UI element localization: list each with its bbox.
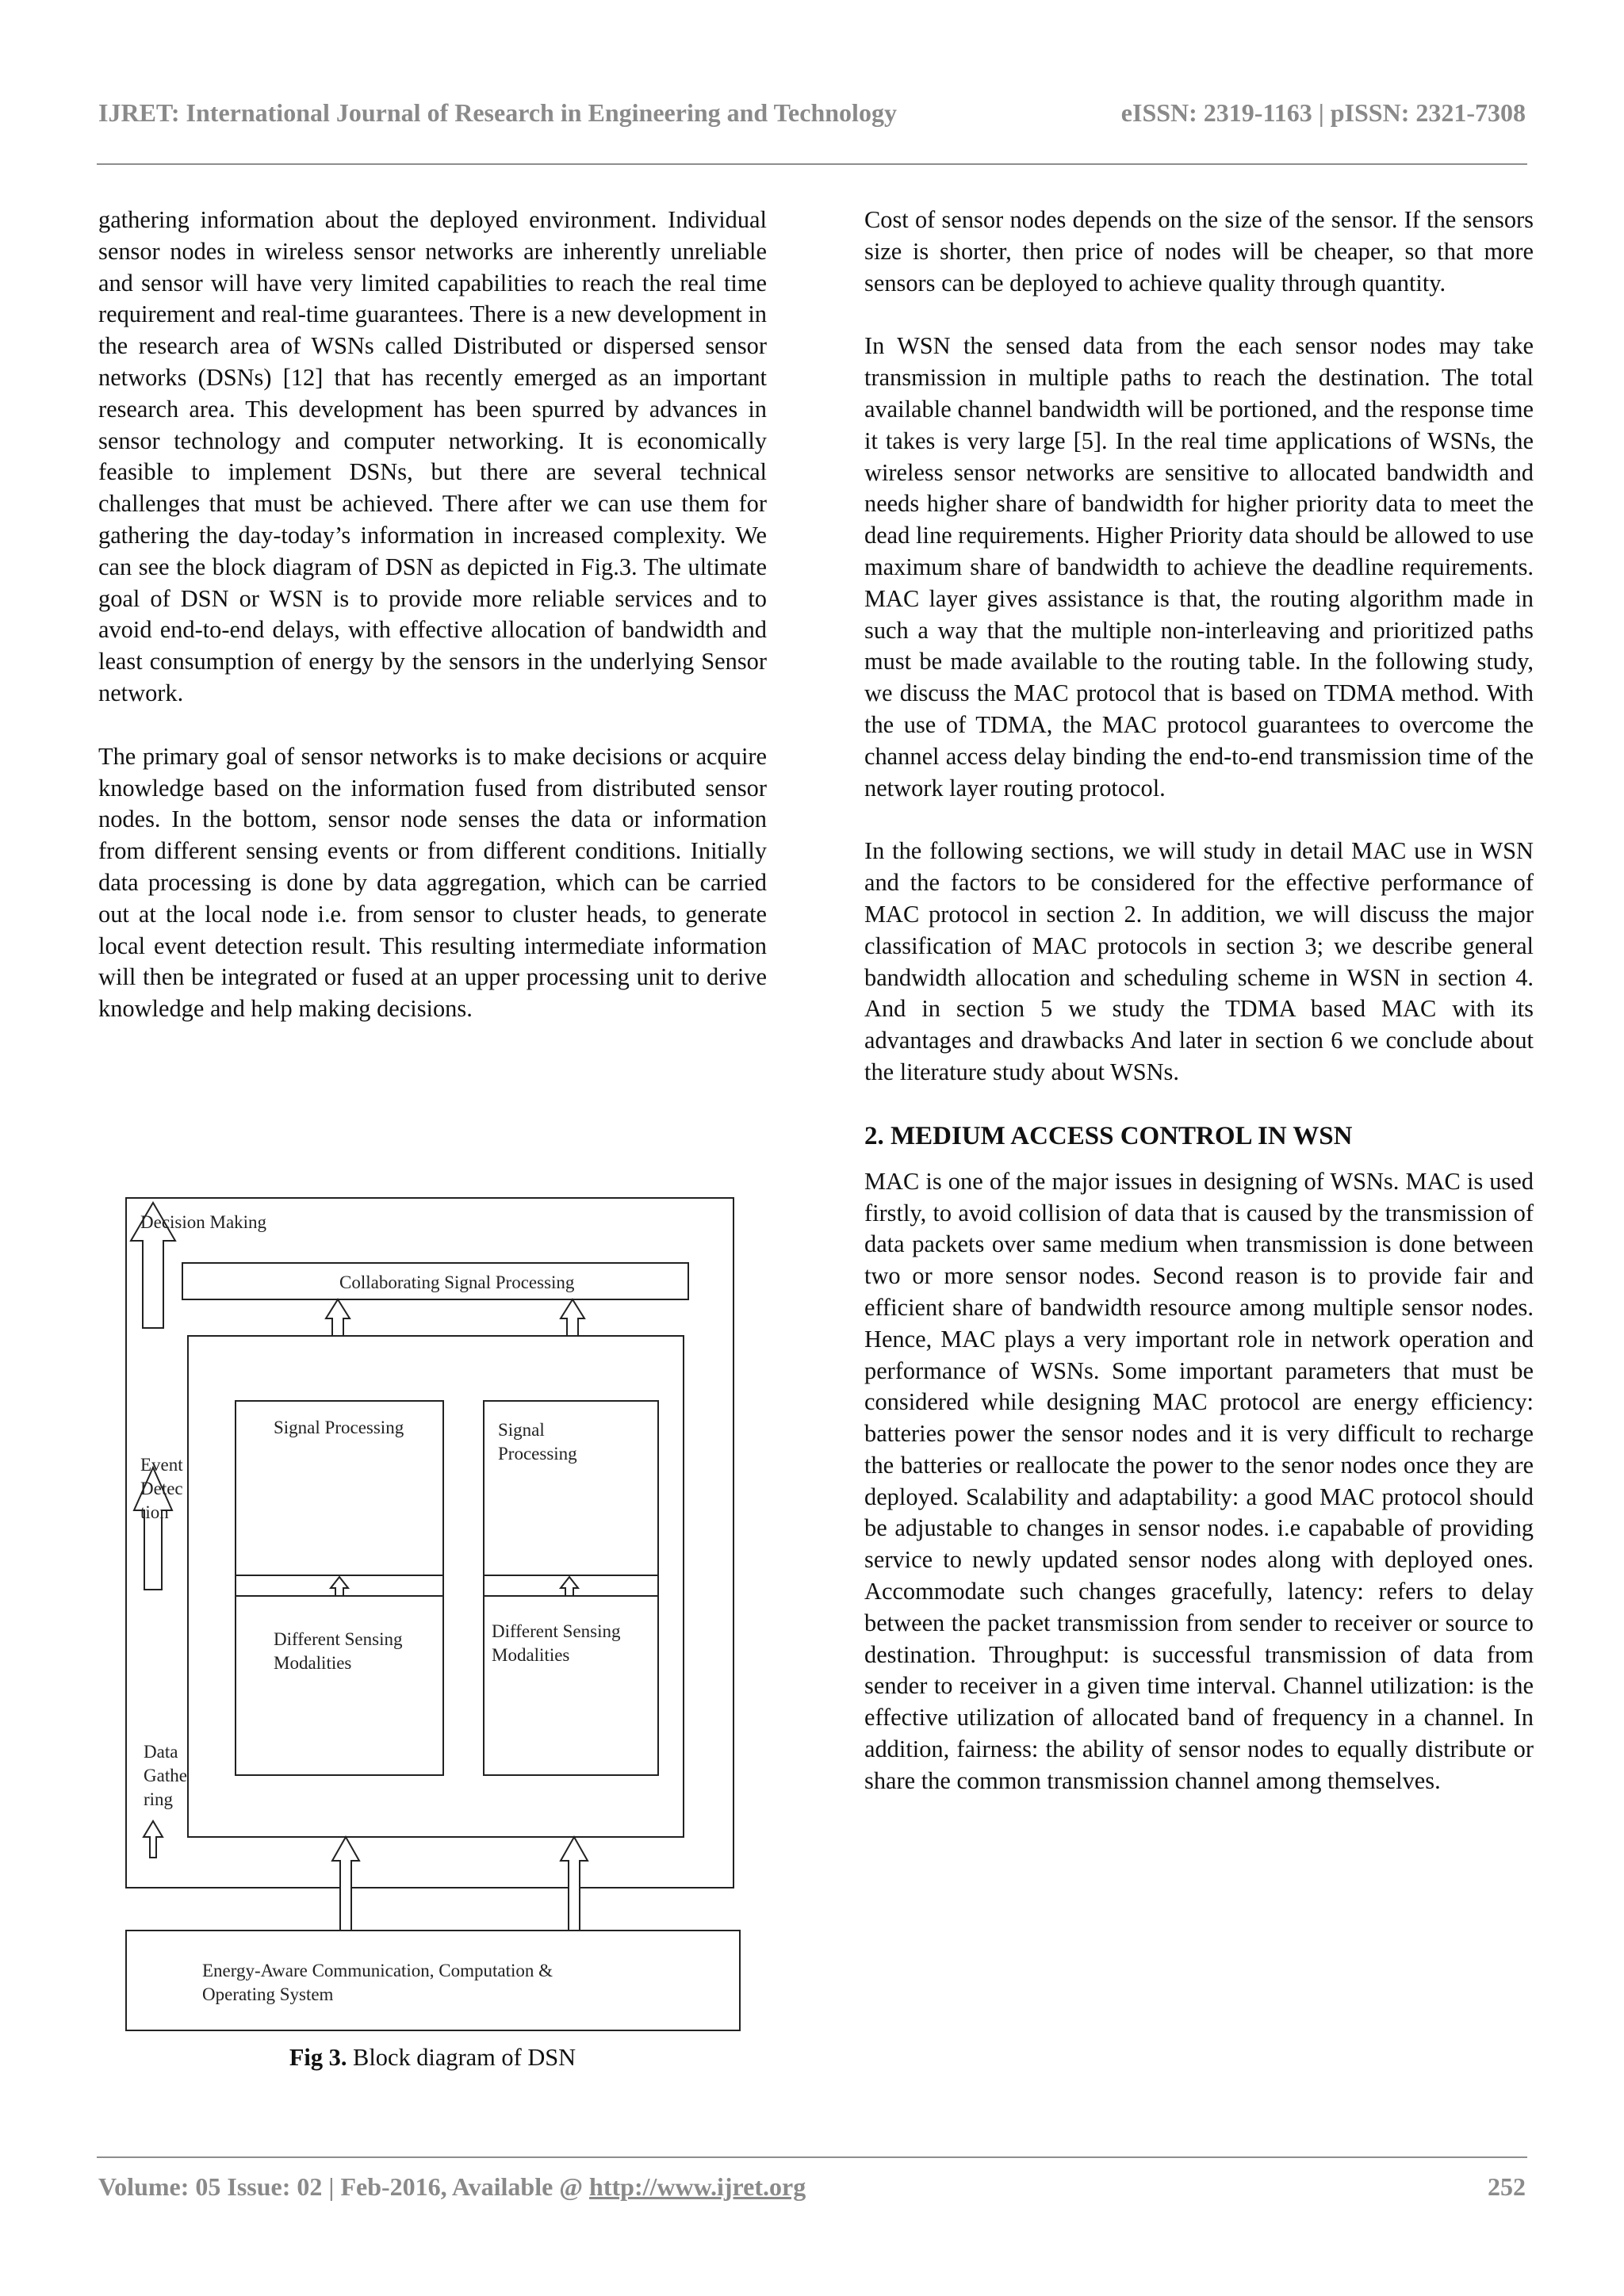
left-column <box>98 205 767 1057</box>
section-heading: 2. MEDIUM ACCESS CONTROL IN WSN <box>864 1121 1353 1150</box>
label-signal-right-1: Signal <box>498 1420 545 1440</box>
body-paragraph: In WSN the sensed data from the each sensor nodes may take transmission in multiple paths to reach the destination. The total available channel bandwidth will be portioned, and the response time it takes is very large [5]. In the real time applications of WSNs, the wireless sensor networks are sensitive to allocated bandwidth and needs higher share of bandwidth for higher priority data to meet the dead line requirements. Higher Priority data should be allowed to use maximum share of bandwidth to achieve the deadline requirements. MAC layer gives assistance is that, the routing algorithm made in such a way that the multiple non-interleaving and prioritized paths must be made available to the routing table. In the following study, we discuss the MAC protocol that is based on TDMA method. With the use of TDMA, the MAC protocol guarantees to overcome the channel access delay binding the end-to-end transmission time of the network layer routing protocol. <box>864 332 1534 802</box>
up-arrow <box>561 1299 584 1336</box>
dsn-block-diagram <box>123 1193 741 2034</box>
label-sensing-right-1: Different Sensing <box>492 1621 621 1641</box>
label-data-2: Gathe <box>144 1766 187 1785</box>
body-paragraph: In the following sections, we will study in detail MAC use in WSN and the factors to be considered for the effective performance of MAC protocol in section 2. In addition, we will discuss the major classification of MAC protocols in section 3; we describe general bandwidth allocation and scheduling scheme in WSN in section 4. And in section 5 we study the TDMA based MAC with its advantages and drawbacks And later in section 6 we conclude about the literature study about WSNs. <box>864 837 1534 1085</box>
label-decision: Decision Making <box>140 1212 267 1232</box>
energy-up-arrow <box>561 1837 588 1931</box>
energy-up-arrow <box>332 1837 359 1931</box>
body-paragraph: The primary goal of sensor networks is to make decisions or acquire knowledge based on the information fused from distributed sensor nodes. In the bottom, sensor node senses the data or information from different sensing events or from different conditions. Initially data processing is done by data aggregation, which can be carried out at the local node i.e. from sensor to cluster heads, to generate local event detection result. This resulting intermediate information will then be integrated or fused at an upper processing unit to derive knowledge and help making decisions. <box>98 742 767 1023</box>
caption-text: Block diagram of DSN <box>347 2044 576 2071</box>
journal-title: IJRET: International Journal of Research in Engineering and Technology <box>98 98 897 127</box>
issn-numbers: eISSN: 2319-1163 | pISSN: 2321-7308 <box>1120 98 1526 127</box>
body-paragraph: gathering information about the deployed environment. Individual sensor nodes in wireless sensor networks are inherently unreliable and sensor will have very limited capabilities to reach the real time requirement and real-time guarantees. There is a new development in the research area of WSNs called Distributed or dispersed sensor networks (DSNs) [12] that has recently emerged as an important research area. This development has been spurred by advances in sensor technology and computer networking. It is economically feasible to implement DSNs, but there are several technical challenges that must be achieved. There after we can use them for gathering the day-today’s information in increased complexity. We can see the block diagram of DSN as depicted in Fig.3. The ultimate goal of DSN or WSN is to provide more reliable services and to avoid end-to-end delays, with effective allocation of bandwidth and least consumption of energy by the sensors in the underlying Sensor network. <box>98 206 767 706</box>
small-up-arrow <box>561 1577 578 1596</box>
label-event-1: Event <box>140 1455 183 1475</box>
inner-frame <box>188 1336 684 1837</box>
label-sensing-right-2: Modalities <box>492 1645 570 1665</box>
body-paragraph: Cost of sensor nodes depends on the size of the sensor. If the sensors size is shorter, then price of nodes will be cheaper, so that more sensors can be deployed to achieve quality through quantity. <box>864 206 1534 297</box>
label-event-2: Detec <box>140 1479 183 1498</box>
header-rule <box>97 163 1527 165</box>
label-event-3: tion <box>140 1502 169 1522</box>
volume-text: Volume: 05 Issue: 02 | Feb-2016, Available @ <box>98 2172 590 2201</box>
data-arrow <box>144 1821 163 1858</box>
up-arrow <box>326 1299 350 1336</box>
journal-link[interactable]: http://www.ijret.org <box>589 2172 806 2201</box>
outer-frame <box>126 1198 733 1888</box>
label-sensing-left-1: Different Sensing <box>274 1629 403 1649</box>
label-data-3: ring <box>144 1789 174 1809</box>
caption-label: Fig 3. <box>289 2044 347 2071</box>
label-energy-2: Operating System <box>202 1984 334 2004</box>
label-signal-right-2: Processing <box>498 1444 577 1464</box>
footer-rule <box>97 2156 1527 2158</box>
label-data-1: Data <box>144 1742 178 1762</box>
right-column <box>864 205 1534 1829</box>
energy-aware-box <box>126 1931 740 2030</box>
label-sensing-left-2: Modalities <box>274 1653 352 1673</box>
volume-info <box>98 2172 806 2202</box>
label-energy-1: Energy-Aware Communication, Computation & <box>202 1961 553 1980</box>
body-paragraph: MAC is one of the major issues in designing of WSNs. MAC is used firstly, to avoid collision of data that is caused by the transmission of data packets over same medium when transmission is done between two or more sensor nodes. Second reason is to provide fair and efficient share of bandwidth resource among multiple sensor nodes. Hence, MAC plays a very important role in network operation and performance of WSNs. Some important parameters that must be considered while designing MAC protocol are energy efficiency: batteries power the sensor nodes and it is very difficult to recharge the batteries or reallocate the power to the senor nodes once they are deployed. Scalability and adaptability: a good MAC protocol should be adjustable to changes in sensor nodes. i.e capabable of providing service to newly updated sensor nodes along with deployed ones. Accommodate such changes gracefully, latency: refers to delay between the packet transmission from sender to receiver or source to destination. Throughput: is successful transmission of data from sender to receiver in a given time interval. Channel utilization: is the effective utilization of allocated band of frequency in a channel. In addition, fairness: the ability of sensor nodes to equally distribute or share the common transmission channel among themselves. <box>864 1167 1534 1794</box>
figure-caption <box>98 2044 767 2072</box>
label-signal-left: Signal Processing <box>274 1418 404 1437</box>
label-collaborating: Collaborating Signal Processing <box>339 1272 575 1292</box>
small-up-arrow <box>331 1577 348 1596</box>
page-number: 252 <box>1488 2172 1526 2201</box>
